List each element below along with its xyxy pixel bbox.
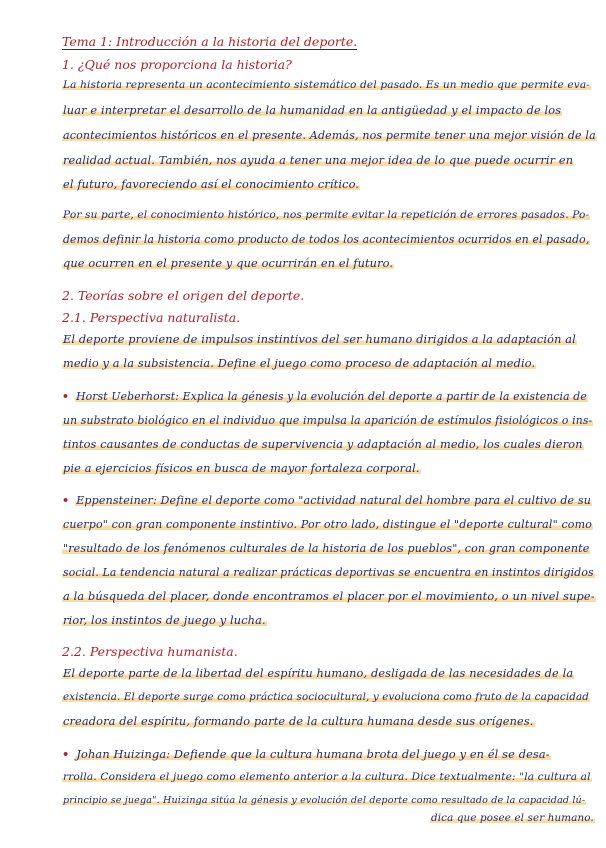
s21-bullet-1-line-3: tintos causantes de conductas de supervivencia y adaptación al medio, los cuales dieron bbox=[63, 438, 583, 451]
s21-bullet-2-line-4: social. La tendencia natural a realizar prácticas deportivas se encuentra en instintos dirigidos bbox=[63, 566, 594, 579]
s1-p1-line-1: La historia representa un acontecimiento sistemático del pasado. Es un medio que permite eva- bbox=[63, 79, 591, 91]
s22-bullet-1-line-1: • Johan Huizinga: Defiende que la cultura humana brota del juego y en él se desa- bbox=[62, 747, 550, 761]
s1-p1-line-3: acontecimientos históricos en el presente. Además, nos permite tener una mejor visión de la bbox=[63, 129, 596, 142]
s22-p-line-2: existencia. El deporte surge como práctica sociocultural, y evoluciona como fruto de la capacidad bbox=[63, 691, 590, 703]
section-2-1-heading: 2.1. Perspectiva naturalista. bbox=[62, 310, 241, 325]
s21-bullet-2-line-2: cuerpo" con gran componente instintivo. Por otro lado, distingue el "deporte cultural" como bbox=[63, 518, 593, 531]
s21-bullet-2-line-5: a la búsqueda del placer, donde encontramos el placer por el movimiento, o un nivel supe- bbox=[63, 590, 595, 603]
bullet-dot: • bbox=[62, 747, 70, 761]
s22-bullet-1-line-2: rrolla. Considera el juego como elemento anterior a la cultura. Dice textualmente: "la cultura al bbox=[63, 771, 591, 783]
section-2-heading: 2. Teorías sobre el origen del deporte. bbox=[62, 288, 305, 303]
s21-p-line-2: medio y a la subsistencia. Define el juego como proceso de adaptación al medio. bbox=[63, 357, 536, 370]
s1-p1-line-2: luar e interpretar el desarrollo de la humanidad en la antigüedad y el impacto de los bbox=[63, 104, 562, 117]
page-title: Tema 1: Introducción a la historia del deporte. bbox=[62, 34, 358, 49]
s21-bullet-2-line-1: • Eppensteiner: Define el deporte como "actividad natural del hombre para el cultivo de su bbox=[62, 494, 591, 507]
s22-p-line-3: creadora del espíritu, formando parte de la cultura humana desde sus orígenes. bbox=[63, 715, 534, 728]
s22-bullet-1-line-3: principio se juega". Huizinga sitúa la génesis y evolución del deporte como resultado de la capacidad lú- bbox=[63, 795, 586, 806]
bullet-dot: • bbox=[62, 494, 70, 507]
section-1-heading: 1. ¿Qué nos proporciona la historia? bbox=[62, 57, 292, 72]
s21-bullet-2-line-3: "resultado de los fenómenos culturales de la historia de los pueblos", con gran componente bbox=[63, 542, 590, 555]
s1-p2-line-1: Por su parte, el conocimiento histórico, nos permite evitar la repetición de errores pasados. Po- bbox=[63, 209, 590, 221]
s21-bullet-2-line-6: rior, los instintos de juego y lucha. bbox=[63, 614, 266, 627]
s1-p1-line-4: realidad actual. También, nos ayuda a tener una mejor idea de lo que puede ocurrir en bbox=[63, 154, 574, 167]
s21-bullet-1-line-4: pie a ejercicios físicos en busca de mayor fortaleza corporal. bbox=[63, 462, 420, 475]
s21-p-line-1: El deporte proviene de impulsos instintivos del ser humano dirigidos a la adaptación al bbox=[63, 333, 576, 346]
s22-p-line-1: El deporte parte de la libertad del espíritu humano, desligada de las necesidades de la bbox=[63, 667, 574, 680]
s1-p2-line-2: demos definir la historia como producto de todos los acontecimientos ocurridos en el pasado, bbox=[63, 233, 590, 246]
s21-bullet-1-line-1: • Horst Ueberhorst: Explica la génesis y la evolución del deporte a partir de la existencia de bbox=[62, 390, 587, 403]
s1-p2-line-3: que ocurren en el presente y que ocurrirán en el futuro. bbox=[63, 257, 394, 270]
section-2-2-heading: 2.2. Perspectiva humanista. bbox=[62, 644, 238, 659]
s22-bullet-1-line-4: dica que posee el ser humano. bbox=[431, 812, 594, 824]
s1-p1-line-5: el futuro, favoreciendo así el conocimiento crítico. bbox=[63, 178, 360, 191]
s21-bullet-1-line-2: un substrato biológico en el individuo que impulsa la aparición de estímulos fisiológicos o ins- bbox=[63, 414, 593, 427]
bullet-dot: • bbox=[62, 390, 70, 403]
